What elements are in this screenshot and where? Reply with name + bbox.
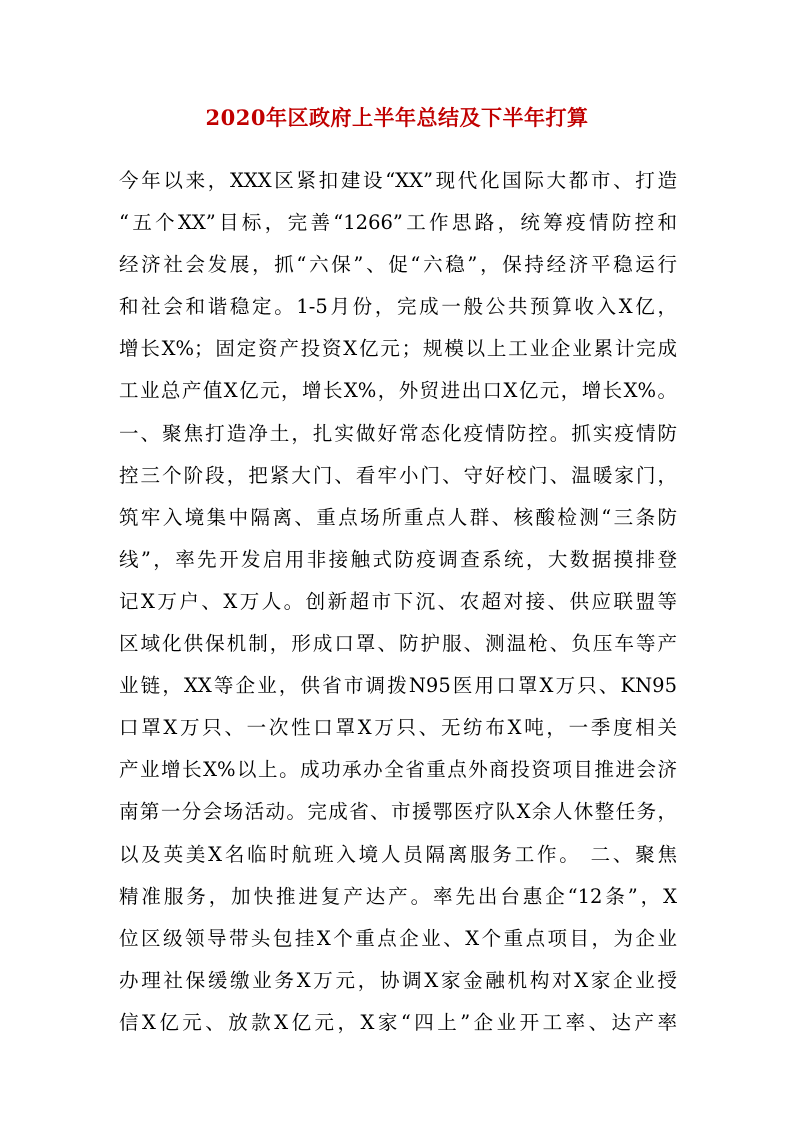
body-line: 工业总产值X亿元，增长X%，外贸进出口X亿元，增长X%。 bbox=[119, 379, 677, 403]
body-line: “五个XX”目标，完善“1266”工作思路，统筹疫情防控和 bbox=[119, 211, 677, 235]
body-line: 控三个阶段，把紧大门、看牢小门、守好校门、温暖家门， bbox=[119, 463, 677, 487]
document-title: 2020年区政府上半年总结及下半年打算 bbox=[205, 105, 589, 130]
body-line: 南第一分会场活动。完成省、市援鄂医疗队X余人休整任务， bbox=[119, 800, 677, 824]
body-line: 和社会和谐稳定。1-5月份，完成一般公共预算收入X亿， bbox=[119, 295, 677, 319]
document-body bbox=[119, 160, 677, 1044]
body-line: 信X亿元、放款X亿元，X家“四上”企业开工率、达产率 bbox=[119, 1010, 677, 1034]
body-line: 产业增长X%以上。成功承办全省重点外商投资项目推进会济 bbox=[119, 758, 677, 782]
body-line: 记X万户、X万人。创新超市下沉、农超对接、供应联盟等 bbox=[119, 589, 677, 613]
body-line: 经济社会发展，抓“六保”、促“六稳”，保持经济平稳运行 bbox=[119, 253, 677, 277]
body-line: 办理社保缓缴业务X万元，协调X家金融机构对X家企业授 bbox=[119, 968, 677, 992]
body-line: 今年以来，XXX区紧扣建设“XX”现代化国际大都市、打造 bbox=[119, 169, 677, 192]
body-line: 一、聚焦打造净土，扎实做好常态化疫情防控。抓实疫情防 bbox=[119, 421, 677, 445]
body-line: 线”，率先开发启用非接触式防疫调查系统，大数据摸排登 bbox=[119, 547, 677, 571]
body-line: 筑牢入境集中隔离、重点场所重点人群、核酸检测“三条防 bbox=[119, 505, 677, 529]
body-line: 位区级领导带头包挂X个重点企业、X个重点项目，为企业 bbox=[119, 926, 677, 950]
body-line: 增长X%；固定资产投资X亿元；规模以上工业企业累计完成 bbox=[119, 337, 677, 361]
body-line: 精准服务，加快推进复产达产。率先出台惠企“12条”，X bbox=[119, 884, 677, 908]
body-line: 业链，XX等企业，供省市调拨N95医用口罩X万只、KN95 bbox=[119, 674, 677, 698]
body-line: 以及英美X名临时航班入境人员隔离服务工作。 二、聚焦 bbox=[119, 842, 677, 866]
body-line: 区域化供保机制，形成口罩、防护服、测温枪、负压车等产 bbox=[119, 632, 677, 656]
body-line: 口罩X万只、一次性口罩X万只、无纺布X吨，一季度相关 bbox=[119, 716, 677, 740]
